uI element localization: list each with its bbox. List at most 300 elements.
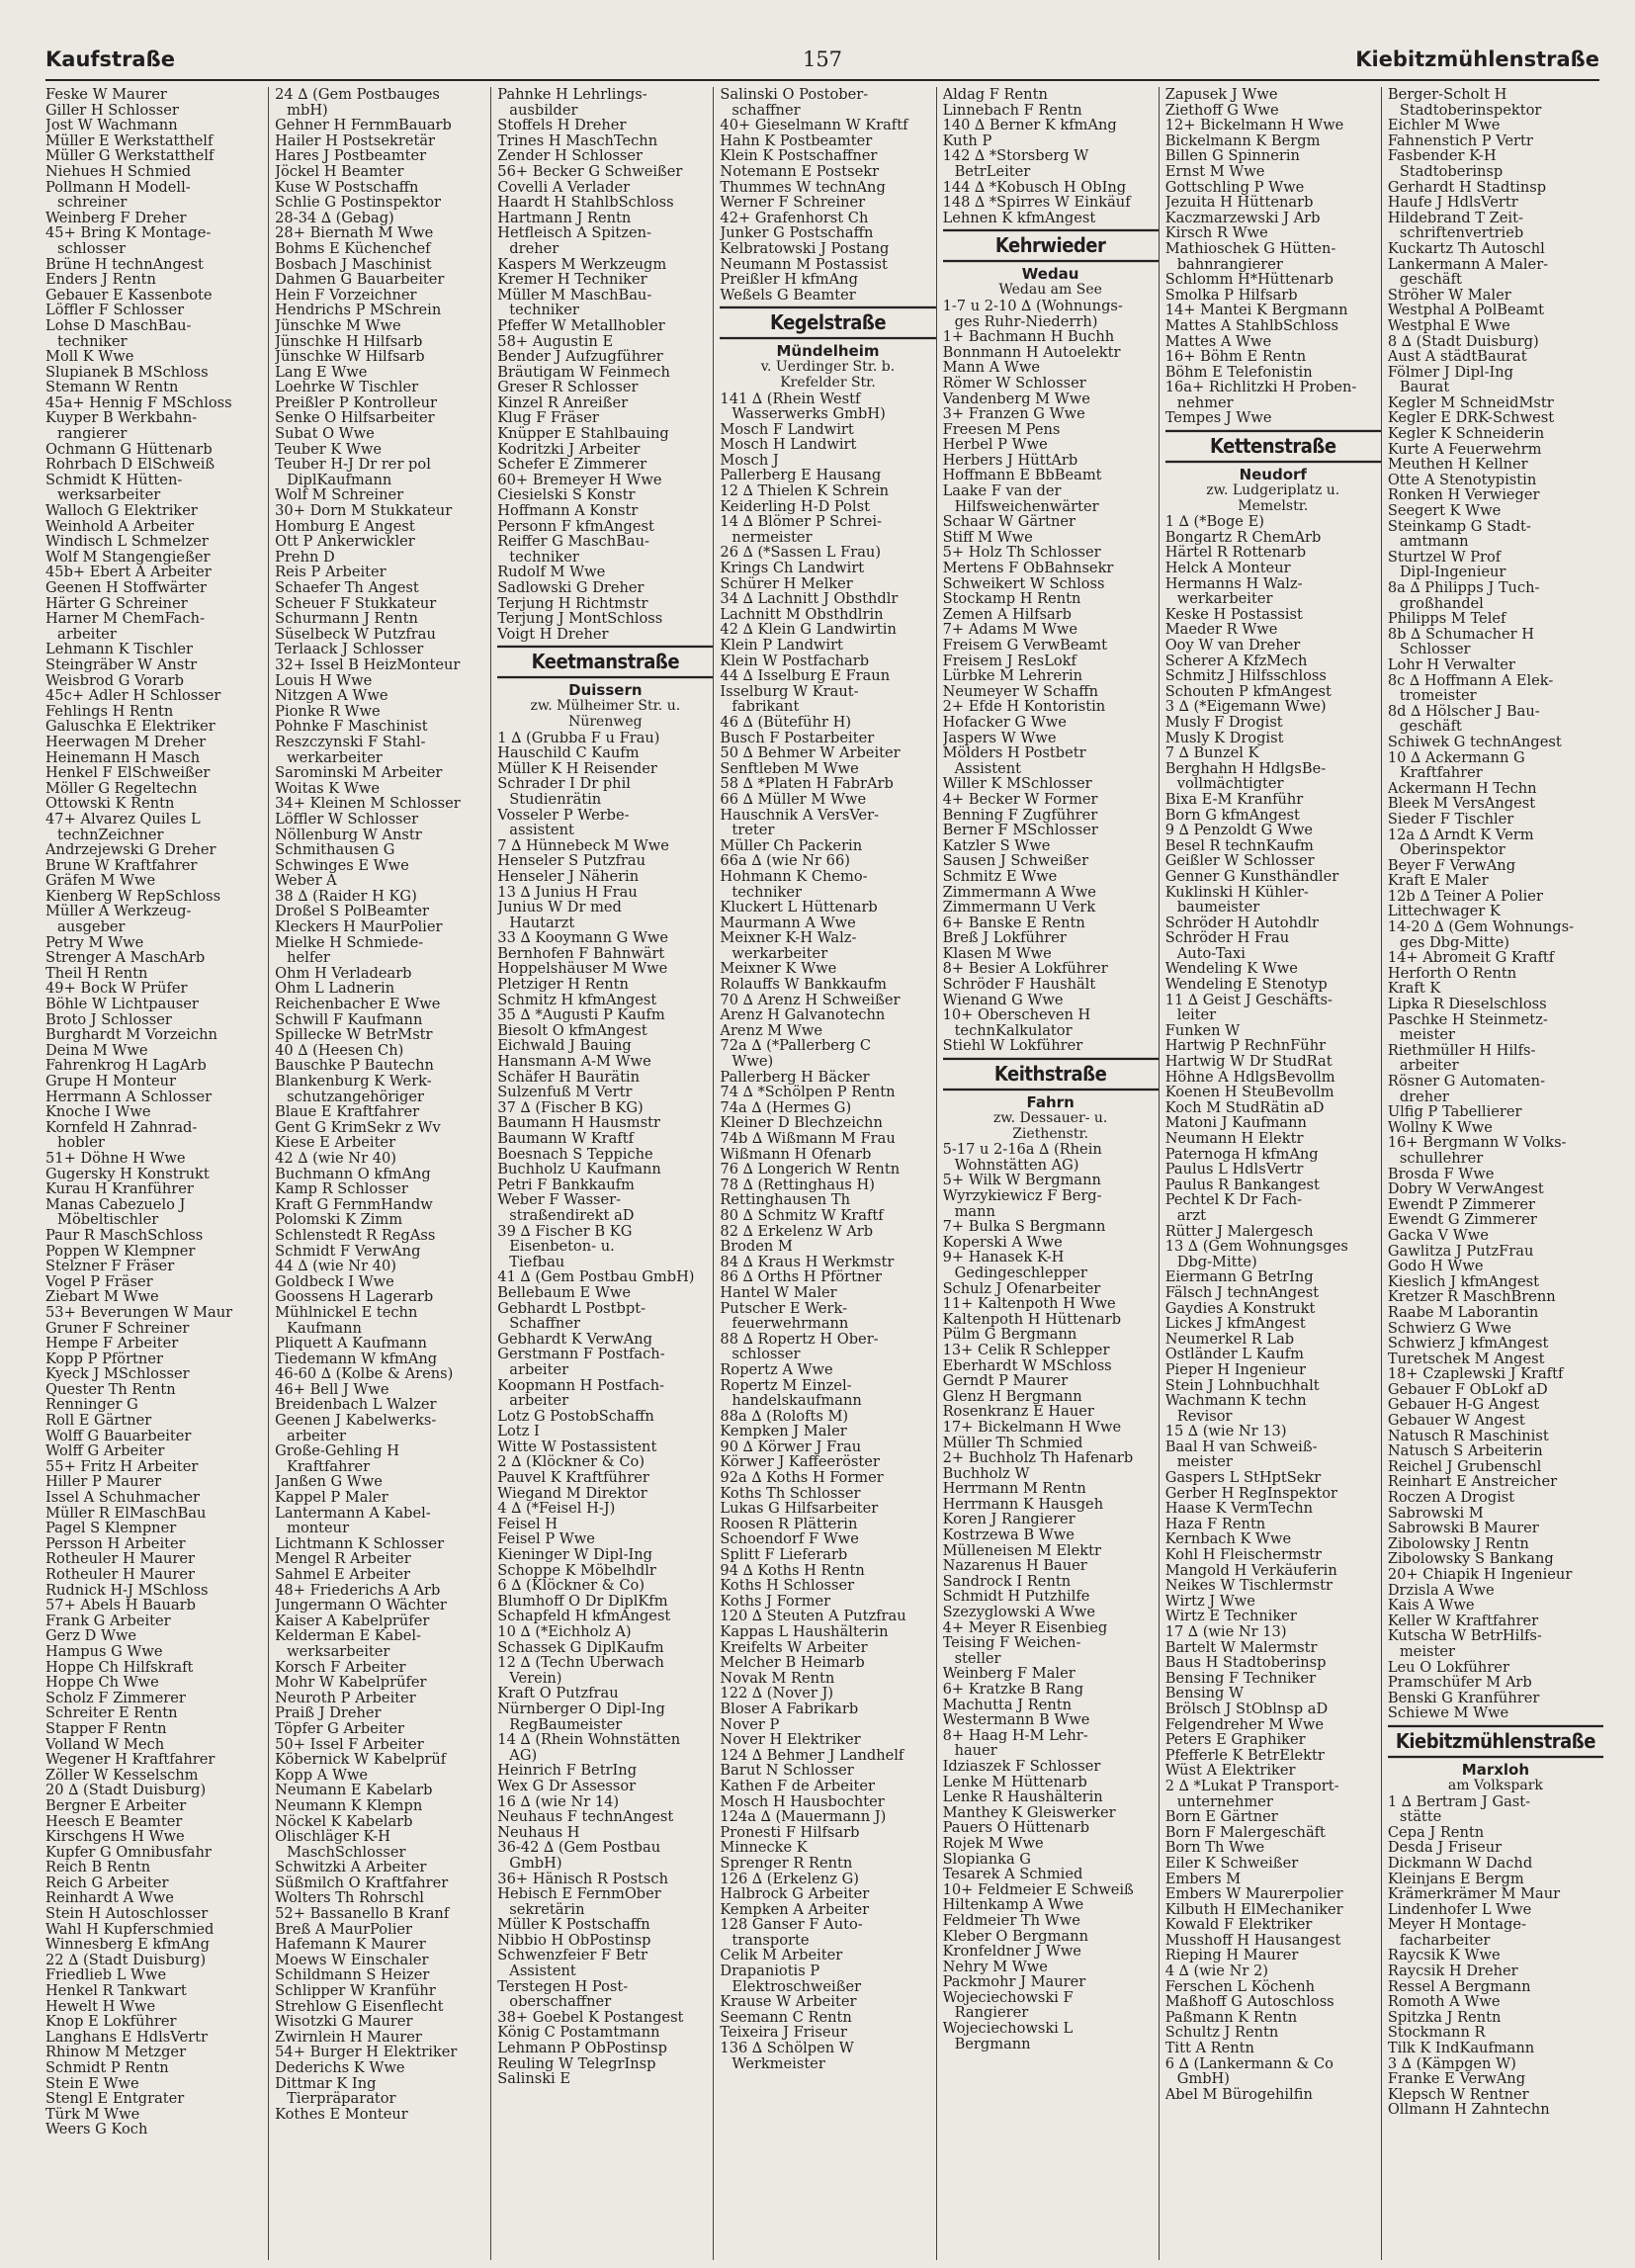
resident-entry: 38 ∆ (Raider H KG): [275, 888, 417, 905]
resident-entry: Winnesberg E kfmAng: [45, 1937, 210, 1953]
resident-entry: 6+ Kratzke B Rang: [942, 1682, 1084, 1698]
resident-entry: Ressel A Bergmann: [1387, 1978, 1531, 1995]
resident-entry: Lenke M Hüttenarb: [942, 1774, 1087, 1790]
resident-entry: Freisem G VerwBeamt: [942, 638, 1107, 654]
resident-entry: 45b+ Ebert A Arbeiter: [45, 565, 212, 580]
resident-entry: Bellebaum E Wwe: [497, 1284, 631, 1301]
resident-entry: Aust A städtBaurat: [1387, 349, 1527, 365]
resident-entry: Bräutigam W Feinmech: [497, 364, 670, 381]
entry-continuation: transporte: [731, 1932, 810, 1949]
resident-entry: 74a ∆ (Hermes G): [720, 1099, 852, 1116]
resident-entry: Eiermann G BetrIng: [1164, 1269, 1314, 1285]
resident-entry: Maßhoff G Autoschloss: [1164, 1994, 1334, 2010]
resident-entry: Witte W Postassistent: [497, 1439, 657, 1455]
resident-entry: Knoche I Wwe: [45, 1104, 151, 1120]
resident-entry: Krings Ch Landwirt: [720, 561, 865, 576]
resident-entry: Teuber H-J Dr rer pol: [275, 457, 431, 473]
resident-entry: Hiltenkamp A Wwe: [942, 1897, 1084, 1913]
resident-entry: Kempken J Maler: [720, 1424, 847, 1439]
resident-entry: Müller M MaschBau-: [497, 287, 652, 304]
resident-entry: 3+ Franzen G Wwe: [942, 406, 1085, 422]
district-name: Marxloh: [1461, 1760, 1530, 1779]
resident-entry: 3 ∆ (*Eigemann Wwe): [1164, 699, 1327, 715]
resident-entry: Quester Th Rentn: [45, 1381, 176, 1398]
resident-entry: 84 ∆ Kraus H Werkmstr: [720, 1254, 895, 1270]
entry-continuation: bahnrangierer: [1176, 256, 1283, 273]
resident-entry: Manthey K Gleiswerker: [942, 1804, 1116, 1821]
resident-entry: Rotheuler H Maurer: [45, 1551, 195, 1567]
resident-entry: Helck A Monteur: [1164, 561, 1291, 576]
entry-continuation: schutzangehöriger: [287, 1089, 425, 1105]
entry-continuation: Dipl-Ingenieur: [1399, 565, 1506, 580]
resident-entry: Töpfer G Arbeiter: [275, 1720, 405, 1737]
resident-entry: 6 ∆ (Lankermann & Co: [1164, 2055, 1334, 2072]
resident-entry: Bonnmann H Autoelektr: [942, 344, 1121, 361]
column-5: [936, 87, 1159, 2260]
resident-entry: Harner M ChemFach-: [45, 611, 206, 627]
resident-entry: Henseler S Putzfrau: [497, 853, 645, 869]
resident-entry: 44 ∆ (wie Nr 40): [275, 1259, 396, 1274]
entry-continuation: Kraftfahrer: [287, 1458, 371, 1475]
resident-entry: Westphal A PolBeamt: [1387, 303, 1545, 318]
entry-continuation: werkarbeiter: [731, 945, 828, 962]
resident-entry: Müller A Werkzeug-: [45, 904, 192, 920]
resident-entry: Kuse W Postschaffn: [275, 179, 419, 196]
resident-entry: 32+ Issel B HeizMonteur: [275, 656, 461, 673]
resident-entry: Pieper H Ingenieur: [1164, 1361, 1307, 1378]
resident-entry: Roll E Gärtner: [45, 1413, 152, 1429]
resident-entry: Kinzel R Anreißer: [497, 394, 629, 411]
resident-entry: Windisch L Schmelzer: [45, 534, 209, 550]
resident-entry: Packmohr J Maurer: [942, 1974, 1086, 1990]
resident-entry: Preißler H kfmAng: [720, 272, 858, 288]
resident-entry: Weber F Wasser-: [497, 1192, 622, 1208]
resident-entry: Sarominski M Arbeiter: [275, 765, 443, 781]
resident-entry: Feldmeier Th Wwe: [942, 1912, 1080, 1929]
resident-entry: Jost W Wachmann: [45, 118, 178, 133]
resident-entry: 49+ Bock W Prüfer: [45, 981, 188, 998]
resident-entry: Terlaack J Schlosser: [275, 642, 424, 657]
resident-entry: Personn F kfmAngest: [497, 518, 654, 535]
resident-entry: Schwill F Kaufmann: [275, 1011, 423, 1028]
resident-entry: Ulfig P Tabellierer: [1387, 1104, 1522, 1120]
resident-entry: Ackermann H Techn: [1387, 780, 1537, 797]
resident-entry: 13 ∆ Junius H Frau: [497, 884, 638, 901]
resident-entry: 90 ∆ Körwer J Frau: [720, 1439, 862, 1455]
resident-entry: Manas Cabezuelo J: [45, 1196, 186, 1213]
resident-entry: Lürbke M Lehrerin: [942, 668, 1083, 684]
resident-entry: Haase K VermTechn: [1164, 1501, 1313, 1517]
street-heading: Kettenstraße: [1165, 430, 1381, 463]
resident-entry: Drapaniotis P: [720, 1963, 820, 1979]
resident-entry: 1 ∆ (*Boge E): [1164, 514, 1264, 530]
resident-entry: Lang E Wwe: [275, 364, 368, 381]
resident-entry: 15 ∆ (wie Nr 13): [1164, 1424, 1287, 1439]
resident-entry: Schmitz E Wwe: [942, 868, 1058, 885]
resident-entry: 26 ∆ (*Sassen L Frau): [720, 545, 882, 562]
resident-entry: 92a ∆ Koths H Former: [720, 1470, 884, 1486]
resident-entry: Buchholz W: [942, 1465, 1030, 1482]
resident-entry: Fehlings H Rentn: [45, 703, 174, 720]
resident-entry: Müller K Postschaffn: [497, 1917, 650, 1933]
resident-entry: Ewendt P Zimmerer: [1387, 1196, 1536, 1213]
resident-entry: 5+ Wilk W Bergmann: [942, 1173, 1101, 1188]
resident-entry: Louis H Wwe: [275, 672, 373, 689]
resident-entry: Melcher B Heimarb: [720, 1655, 865, 1671]
resident-entry: Petri F Bankkaufm: [497, 1177, 635, 1193]
resident-entry: Musshoff H Hausangest: [1164, 1932, 1341, 1949]
entry-continuation: Wasserwerks GmbH): [731, 406, 886, 422]
resident-entry: Reich G Arbeiter: [45, 1875, 169, 1891]
resident-entry: Gugersky H Konstrukt: [45, 1166, 210, 1182]
resident-entry: Bender J Aufzugführer: [497, 349, 663, 365]
street-location-note: Memelstr.: [1238, 497, 1309, 514]
entry-continuation: feuerwehrmann: [731, 1316, 849, 1332]
resident-entry: Fahrenkrog H LagArb: [45, 1058, 207, 1074]
resident-entry: 47+ Alvarez Quiles L: [45, 811, 201, 828]
resident-entry: Pagel S Klempner: [45, 1521, 177, 1536]
resident-entry: 12 ∆ Thielen K Schrein: [720, 483, 890, 499]
resident-entry: Sabrowski M: [1387, 1505, 1484, 1522]
resident-entry: Weinhold A Arbeiter: [45, 518, 195, 535]
resident-entry: Sulzenfuß M Vertr: [497, 1085, 633, 1100]
resident-entry: 2 ∆ (Klöckner & Co): [497, 1454, 645, 1471]
resident-entry: Rudolf M Wwe: [497, 565, 606, 580]
resident-entry: Henseler J Näherin: [497, 868, 640, 885]
resident-entry: Maeder R Wwe: [1164, 622, 1278, 638]
resident-entry: Löffler W Schlosser: [275, 811, 419, 828]
resident-entry: 30+ Dorn M Stukkateur: [275, 503, 453, 519]
column-2: [268, 87, 490, 2260]
district-name: Duissern: [568, 681, 643, 700]
resident-entry: Neuhaus F technAngest: [497, 1809, 674, 1825]
resident-entry: Gebauer E Kassenbote: [45, 287, 213, 304]
resident-entry: Schulz J Ofenarbeiter: [942, 1280, 1101, 1297]
resident-entry: 20+ Chiapik H Ingenieur: [1387, 1567, 1573, 1583]
resident-entry: Jünschke M Wwe: [275, 317, 401, 334]
resident-entry: Bosbach J Maschinist: [275, 256, 432, 273]
resident-entry: Brosda F Wwe: [1387, 1166, 1495, 1182]
resident-entry: Abel M Bürogehilfin: [1164, 2086, 1313, 2103]
resident-entry: 14-20 ∆ (Gem Wohnungs-: [1387, 919, 1575, 935]
resident-entry: Süßmilch O Kraftfahrer: [275, 1875, 449, 1891]
resident-entry: Kais A Wwe: [1387, 1598, 1475, 1614]
resident-entry: Härter G Schreiner: [45, 595, 188, 612]
resident-entry: Kempken A Arbeiter: [720, 1901, 870, 1918]
resident-entry: Wirtz E Techniker: [1164, 1609, 1297, 1624]
resident-entry: Große-Gehling H: [275, 1443, 400, 1459]
entry-continuation: Auto-Taxi: [1176, 945, 1246, 962]
resident-entry: Linnebach F Rentn: [942, 102, 1082, 119]
resident-entry: Terstegen H Post-: [497, 1978, 629, 1995]
resident-entry: Türk M Wwe: [45, 2106, 140, 2123]
resident-entry: Laake F van der: [942, 483, 1062, 499]
resident-entry: Blaue E Kraftfahrer: [275, 1104, 420, 1120]
resident-entry: Herrmann K Hausgeh: [942, 1496, 1104, 1513]
resident-entry: Isselburg W Kraut-: [720, 683, 859, 700]
resident-entry: Machutta J Rentn: [942, 1697, 1073, 1713]
resident-entry: Feisel H: [497, 1516, 559, 1532]
resident-entry: Berner F MSchlosser: [942, 823, 1098, 838]
resident-entry: Praiß J Dreher: [275, 1705, 382, 1721]
resident-entry: Born E Gärtner: [1164, 1809, 1278, 1825]
resident-entry: Fölmer J Dipl-Ing: [1387, 364, 1514, 381]
resident-entry: 4 ∆ (wie Nr 2): [1164, 1963, 1268, 1979]
resident-entry: Hoffmann E BbBeamt: [942, 468, 1102, 484]
resident-entry: Hewelt H Wwe: [45, 1998, 156, 2015]
resident-entry: Baal H van Schweiß-: [1164, 1439, 1318, 1455]
resident-entry: Pollmann H Modell-: [45, 179, 191, 196]
resident-entry: Schlenstedt R RegAss: [275, 1227, 436, 1244]
resident-entry: Hafemann K Maurer: [275, 1937, 426, 1953]
resident-entry: Neuhaus H: [497, 1824, 580, 1841]
resident-entry: 9 ∆ Penzoldt G Wwe: [1164, 823, 1314, 838]
resident-entry: Schwierz G Wwe: [1387, 1320, 1511, 1337]
resident-entry: Steingräber W Anstr: [45, 656, 198, 673]
entry-continuation: Revisor: [1176, 1408, 1233, 1425]
resident-entry: Kretzer R MaschBrenn: [1387, 1289, 1556, 1305]
resident-entry: Mosch H Hausbochter: [720, 1793, 885, 1810]
resident-entry: 8b ∆ Schumacher H: [1387, 626, 1534, 643]
street-heading: Kehrwieder: [943, 229, 1159, 262]
entry-continuation: mbH): [287, 102, 328, 119]
entry-continuation: sekretärin: [509, 1901, 585, 1918]
resident-entry: 17 ∆ (wie Nr 13): [1164, 1624, 1287, 1640]
resident-entry: Breidenbach L Walzer: [275, 1397, 437, 1414]
entry-continuation: Assistent: [509, 1963, 576, 1979]
resident-entry: 2+ Efde H Kontoristin: [942, 699, 1106, 715]
resident-entry: Kurte A Feuerwehrm: [1387, 441, 1542, 458]
resident-entry: Bongartz R ChemArb: [1164, 529, 1322, 546]
resident-entry: 74b ∆ Wißmann M Frau: [720, 1131, 896, 1147]
resident-entry: Pramschüfer M Arb: [1387, 1675, 1532, 1691]
resident-entry: Zöller W Kesselschm: [45, 1767, 199, 1784]
resident-entry: Schwenzfeier F Betr: [497, 1948, 647, 1964]
resident-entry: Müller Th Schmied: [942, 1435, 1083, 1451]
resident-entry: Müller Ch Packerin: [720, 837, 863, 854]
resident-entry: Schmithausen G: [275, 842, 395, 858]
entry-continuation: werkarbeiter: [287, 749, 383, 766]
resident-entry: Lukas G Hilfsarbeiter: [720, 1501, 879, 1517]
resident-entry: 12b ∆ Teiner A Polier: [1387, 888, 1543, 905]
entry-continuation: schriftenvertrieb: [1399, 225, 1524, 241]
resident-entry: Ottowski K Rentn: [45, 796, 175, 812]
resident-entry: Reiffer G MaschBau-: [497, 534, 649, 550]
resident-entry: Pauvel K Kraftführer: [497, 1470, 649, 1486]
resident-entry: Embers W Maurerpolier: [1164, 1886, 1343, 1902]
resident-entry: Wißmann H Ofenarb: [720, 1146, 872, 1163]
resident-entry: Roosen R Plätterin: [720, 1516, 858, 1532]
resident-entry: Wiegand M Direktor: [497, 1485, 647, 1502]
resident-entry: Kraft O Putzfrau: [497, 1686, 619, 1701]
street-location-note: zw. Dessauer- u.: [992, 1110, 1108, 1127]
resident-entry: Hofacker G Wwe: [942, 714, 1067, 731]
resident-entry: Schultz J Rentn: [1164, 2025, 1279, 2042]
resident-entry: 55+ Fritz H Arbeiter: [45, 1458, 199, 1475]
resident-entry: Droßel S PolBeamter: [275, 904, 429, 920]
resident-entry: Kieninger W Dipl-Ing: [497, 1547, 653, 1563]
entry-continuation: mann: [954, 1203, 995, 1220]
resident-entry: Busch F Postarbeiter: [720, 730, 875, 746]
resident-entry: Kraft E Maler: [1387, 873, 1489, 889]
entry-continuation: facharbeiter: [1399, 1932, 1491, 1949]
resident-entry: Freesen M Pens: [942, 421, 1061, 438]
entry-continuation: schlosser: [57, 240, 127, 257]
resident-entry: Herrmann M Rentn: [942, 1481, 1086, 1497]
resident-entry: Kohl H Fleischermstr: [1164, 1547, 1323, 1563]
resident-entry: Baus H Stadtoberinsp: [1164, 1655, 1327, 1671]
resident-entry: 60+ Bremeyer H Wwe: [497, 472, 662, 488]
resident-entry: Stein H Autoschlosser: [45, 1906, 209, 1922]
resident-entry: Zapusek J Wwe: [1164, 87, 1278, 103]
resident-entry: Schäfer H Baurätin: [497, 1069, 641, 1086]
resident-entry: Otte A Stenotypistin: [1387, 472, 1537, 488]
resident-entry: Schröder F Haushält: [942, 977, 1096, 993]
resident-entry: Schoppe K Möbelhdlr: [497, 1562, 656, 1579]
resident-entry: Keiderling H-D Polst: [720, 498, 870, 515]
street-location-note: zw. Mülheimer Str. u.: [530, 698, 681, 715]
resident-entry: Petry M Wwe: [45, 934, 144, 951]
resident-entry: Eichwald J Bauing: [497, 1038, 632, 1055]
resident-entry: Reinhardt A Wwe: [45, 1890, 174, 1907]
entry-continuation: dreher: [1399, 1089, 1449, 1105]
entry-continuation: Stadtoberinsp: [1399, 163, 1504, 180]
resident-entry: Blankenburg K Werk-: [275, 1074, 432, 1090]
resident-entry: 12+ Bickelmann H Wwe: [1164, 118, 1344, 133]
entry-continuation: arbeiter: [509, 1393, 569, 1409]
resident-entry: Turetschek M Angest: [1387, 1351, 1545, 1367]
resident-entry: Frank G Arbeiter: [45, 1613, 171, 1629]
entry-continuation: ausgeber: [57, 919, 126, 935]
resident-entry: 34 ∆ Lachnitt J Obsthdlr: [720, 591, 899, 607]
entry-continuation: unternehmer: [1176, 1793, 1273, 1810]
resident-entry: Leu O Lokführer: [1387, 1659, 1509, 1676]
resident-entry: Tilk K IndKaufmann: [1387, 2041, 1535, 2056]
entry-continuation: ges Ruhr-Niederrh): [954, 313, 1098, 330]
resident-entry: Hetfleisch A Spitzen-: [497, 225, 651, 241]
resident-entry: 56+ Becker G Schweißer: [497, 163, 683, 180]
entry-continuation: oberschaffner: [509, 1994, 612, 2010]
resident-entry: Dederichs K Wwe: [275, 2060, 405, 2076]
entry-continuation: baumeister: [1176, 900, 1260, 916]
resident-entry: Prehn D: [275, 549, 335, 566]
resident-entry: 33 ∆ Kooymann G Wwe: [497, 930, 669, 946]
resident-entry: Schwinges E Wwe: [275, 857, 409, 874]
resident-entry: Klein W Postfacharb: [720, 653, 870, 669]
entry-continuation: Tierpräparator: [287, 2091, 396, 2107]
resident-entry: 8+ Haag H-M Lehr-: [942, 1727, 1088, 1744]
entry-continuation: treter: [731, 823, 775, 838]
resident-entry: Polomski K Zimm: [275, 1212, 403, 1228]
entry-continuation: hobler: [57, 1135, 105, 1151]
resident-entry: Benning F Zugführer: [942, 807, 1098, 824]
resident-entry: 136 ∆ Schölpen W: [720, 2041, 854, 2056]
resident-entry: Lipka R Dieselschloss: [1387, 997, 1547, 1012]
resident-entry: 141 ∆ (Rhein Westf: [720, 391, 861, 407]
entry-continuation: arbeiter: [509, 1361, 569, 1378]
resident-entry: Weinberg F Dreher: [45, 210, 187, 226]
resident-entry: Kleckers H MaurPolier: [275, 919, 443, 935]
resident-entry: Titt A Rentn: [1164, 2041, 1254, 2056]
district-name: Fahrn: [1026, 1093, 1075, 1112]
resident-entry: Lotz G PostobSchaffn: [497, 1408, 654, 1425]
resident-entry: Halbrock G Arbeiter: [720, 1886, 870, 1902]
resident-entry: Hiller P Maurer: [45, 1474, 162, 1491]
resident-entry: Meyer H Montage-: [1387, 1917, 1526, 1933]
resident-entry: Mosch H Landwirt: [720, 437, 857, 453]
resident-entry: Idziaszek F Schlosser: [942, 1758, 1101, 1775]
resident-entry: Schildmann S Heizer: [275, 1967, 430, 1984]
street-location-note: am Volkspark: [1447, 1777, 1543, 1793]
resident-entry: Müller G Werkstatthelf: [45, 148, 215, 164]
resident-entry: Enders J Rentn: [45, 272, 156, 288]
resident-entry: Jungermann O Wächter: [275, 1598, 447, 1614]
resident-entry: Putscher E Werk-: [720, 1300, 848, 1317]
resident-entry: Sandrock I Rentn: [942, 1573, 1072, 1590]
street-location-note: Wedau am See: [998, 282, 1102, 299]
resident-entry: Stoffels H Dreher: [497, 118, 627, 133]
resident-entry: Wendeling E Stenotyp: [1164, 977, 1328, 993]
resident-entry: 28-34 ∆ (Gebag): [275, 210, 394, 226]
entry-continuation: schullehrer: [1399, 1150, 1484, 1167]
resident-entry: Neumann K Klempn: [275, 1797, 423, 1814]
resident-entry: 50 ∆ Behmer W Arbeiter: [720, 745, 901, 761]
resident-entry: Stiehl W Lokführer: [942, 1038, 1083, 1055]
resident-entry: 8 ∆ (Stadt Duisburg): [1387, 333, 1539, 350]
resident-entry: Dickmann W Dachd: [1387, 1855, 1533, 1872]
resident-entry: Kowald F Elektriker: [1164, 1917, 1313, 1933]
resident-entry: Hoppe Ch Hilfskraft: [45, 1659, 194, 1676]
resident-entry: Schmidt F VerwAng: [275, 1243, 421, 1260]
resident-entry: Heinrich F BetrIng: [497, 1763, 638, 1779]
page-header: [45, 44, 1599, 81]
resident-entry: Hartwig P RechnFühr: [1164, 1038, 1327, 1055]
resident-entry: 11+ Kaltenpoth H Wwe: [942, 1296, 1116, 1312]
resident-entry: Homburg E Angest: [275, 518, 415, 535]
street-location-note: Nürenweg: [568, 713, 643, 730]
resident-entry: Covelli A Verlader: [497, 179, 631, 196]
resident-entry: Goldbeck I Wwe: [275, 1273, 394, 1290]
resident-entry: 5+ Holz Th Schlosser: [942, 545, 1101, 562]
resident-entry: Gebauer F ObLokf aD: [1387, 1381, 1548, 1398]
entry-continuation: geschäft: [1399, 272, 1462, 288]
resident-entry: Bixa E-M Kranführ: [1164, 791, 1304, 808]
resident-entry: Moews W Einschaler: [275, 1952, 429, 1968]
resident-entry: Römer W Schlosser: [942, 375, 1086, 392]
resident-entry: 45c+ Adler H Schlosser: [45, 688, 221, 704]
resident-entry: Stiff M Wwe: [942, 529, 1033, 546]
resident-entry: Kupfer G Omnibusfahr: [45, 1844, 212, 1861]
entry-continuation: großhandel: [1399, 595, 1484, 612]
resident-entry: Kyeck J MSchlosser: [45, 1366, 190, 1382]
resident-entry: Lehmann K Tischler: [45, 642, 193, 657]
resident-entry: 70 ∆ Arenz H Schweißer: [720, 992, 901, 1008]
resident-entry: Paschke H Steinmetz-: [1387, 1011, 1548, 1028]
entry-continuation: arbeiter: [287, 1428, 346, 1444]
resident-entry: König C Postamtmann: [497, 2025, 660, 2042]
resident-entry: Kilbuth H ElMechaniker: [1164, 1901, 1343, 1918]
column-4: [713, 87, 935, 2260]
resident-entry: 42 ∆ Klein G Landwirtin: [720, 622, 897, 638]
resident-entry: Lankermann A Maler-: [1387, 256, 1549, 273]
entry-continuation: Tiefbau: [509, 1254, 565, 1270]
resident-entry: Bartelt W Malermstr: [1164, 1639, 1318, 1656]
resident-entry: Volland W Mech: [45, 1736, 165, 1753]
resident-entry: Eichler M Wwe: [1387, 118, 1501, 133]
resident-entry: Embers M: [1164, 1871, 1242, 1887]
resident-entry: Rojek M Wwe: [942, 1835, 1044, 1852]
resident-entry: Seegert K Wwe: [1387, 503, 1502, 519]
